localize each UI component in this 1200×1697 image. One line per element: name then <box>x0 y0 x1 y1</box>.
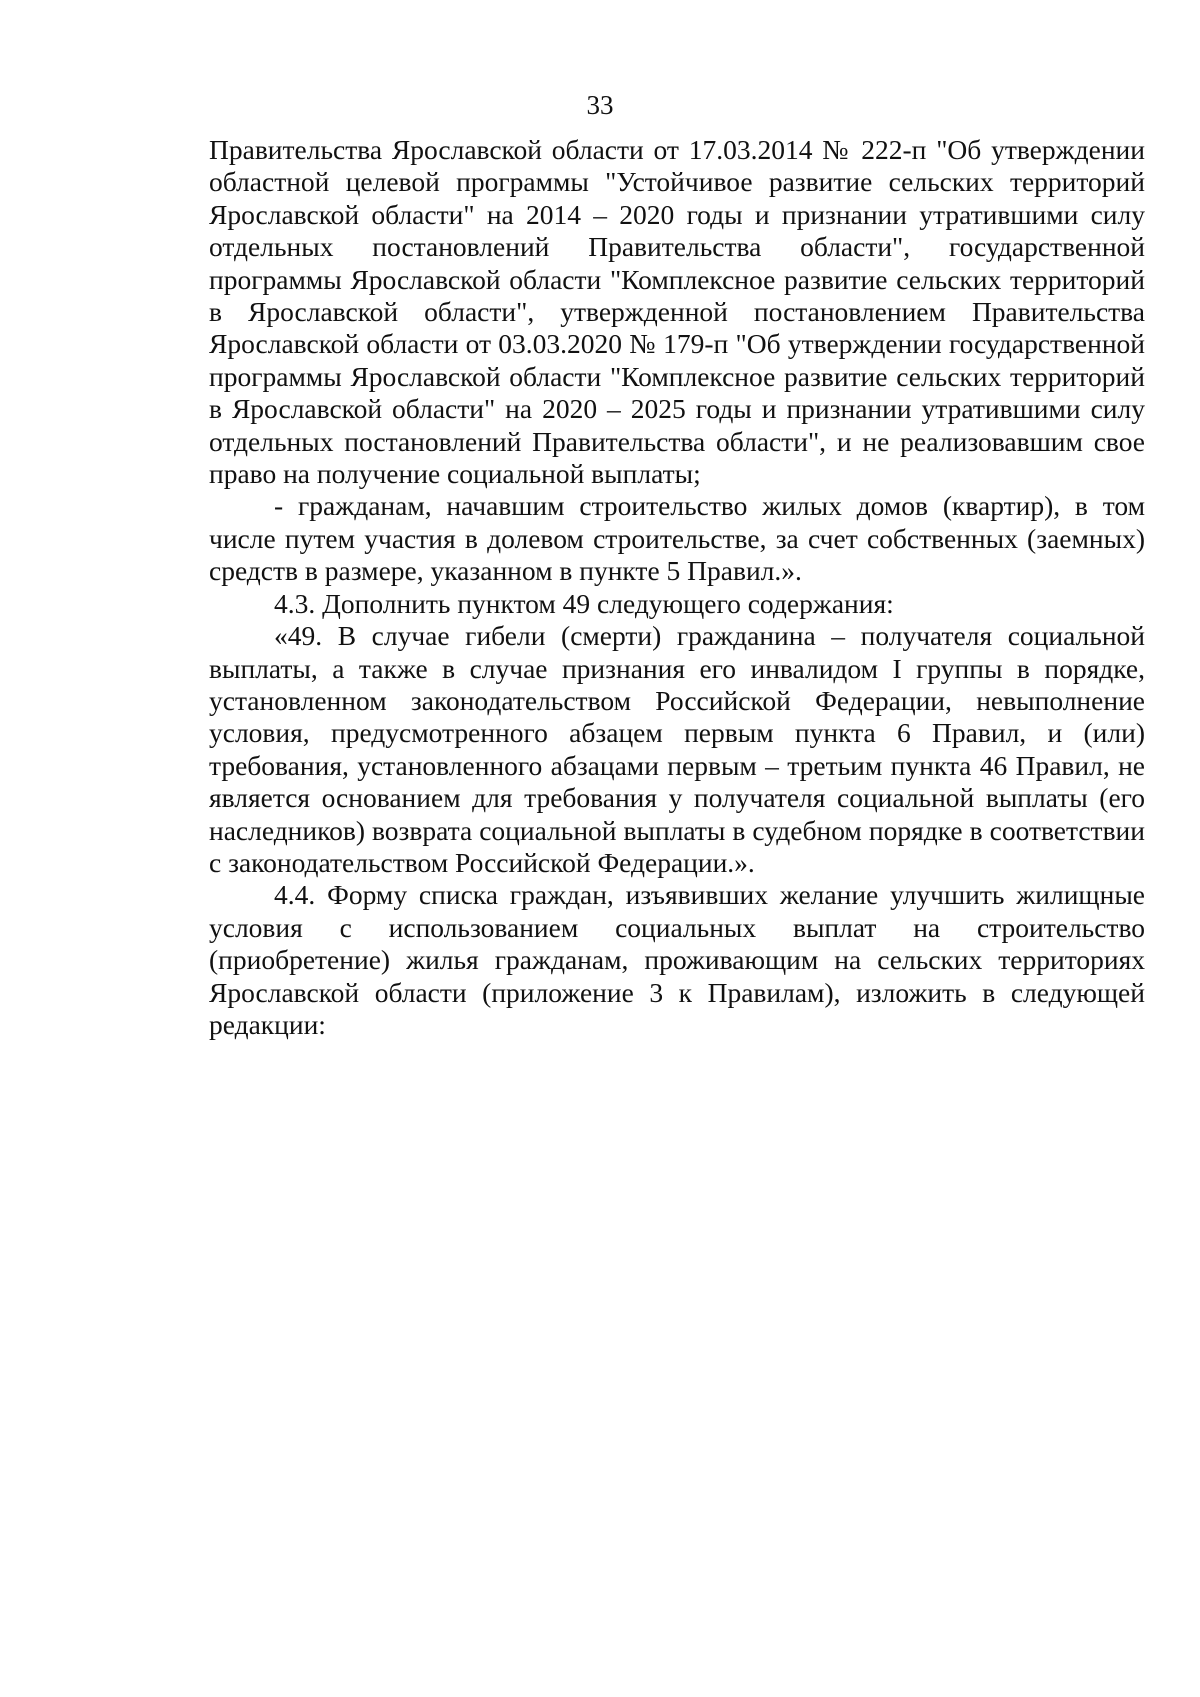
paragraph-4-4: 4.4. Форму списка граждан, изъявивших желание улучшить жилищные условия с использованием социальных выплат на строительство (приобретение) жилья гражданам, проживающим на сельских территориях Ярославской области (приложение 3 к Правилам), изложить в следующей редакции: <box>209 879 1145 1040</box>
paragraph-4-3: 4.3. Дополнить пунктом 49 следующего содержания: <box>274 587 894 619</box>
document-body <box>209 134 1145 1041</box>
paragraph-49: «49. В случае гибели (смерти) гражданина – получателя социальной выплаты, а также в случае признания его инвалидом I группы в порядке, установленном законодательством Российской Федерации, невыполнение условия, предусмотренного абзацем первым пункта 6 Правил, и (или) требования, установленного абзацами первым – третьим пункта 46 Правил, не является основанием для требования у получателя социальной выплаты (его наследников) возврата социальной выплаты в судебном порядке в соответствии с законодательством Российской Федерации.». <box>209 620 1145 878</box>
paragraph-continuation: Правительства Ярославской области от 17.03.2014 № 222-п "Об утверждении областной целевой программы "Устойчивое развитие сельских территорий Ярославской области" на 2014 – 2020 годы и признании утратившими силу отдельных постановлений Правительства области", государственной программы Ярославской области "Комплексное развитие сельских территорий в Ярославской области", утвержденной постановлением Правительства Ярославской области от 03.03.2020 № 179-п "Об утверждении государственной программы Ярославской области "Комплексное развитие сельских территорий в Ярославской области" на 2020 – 2025 годы и признании утратившими силу отдельных постановлений Правительства области", и не реализовавшим свое право на получение социальной выплаты; <box>209 134 1145 490</box>
page-number: 33 <box>586 90 614 120</box>
paragraph-citizens-construction: - гражданам, начавшим строительство жилых домов (квартир), в том числе путем участия в долевом строительстве, за счет собственных (заемных) средств в размере, указанном в пункте 5 Правил.». <box>209 490 1145 587</box>
